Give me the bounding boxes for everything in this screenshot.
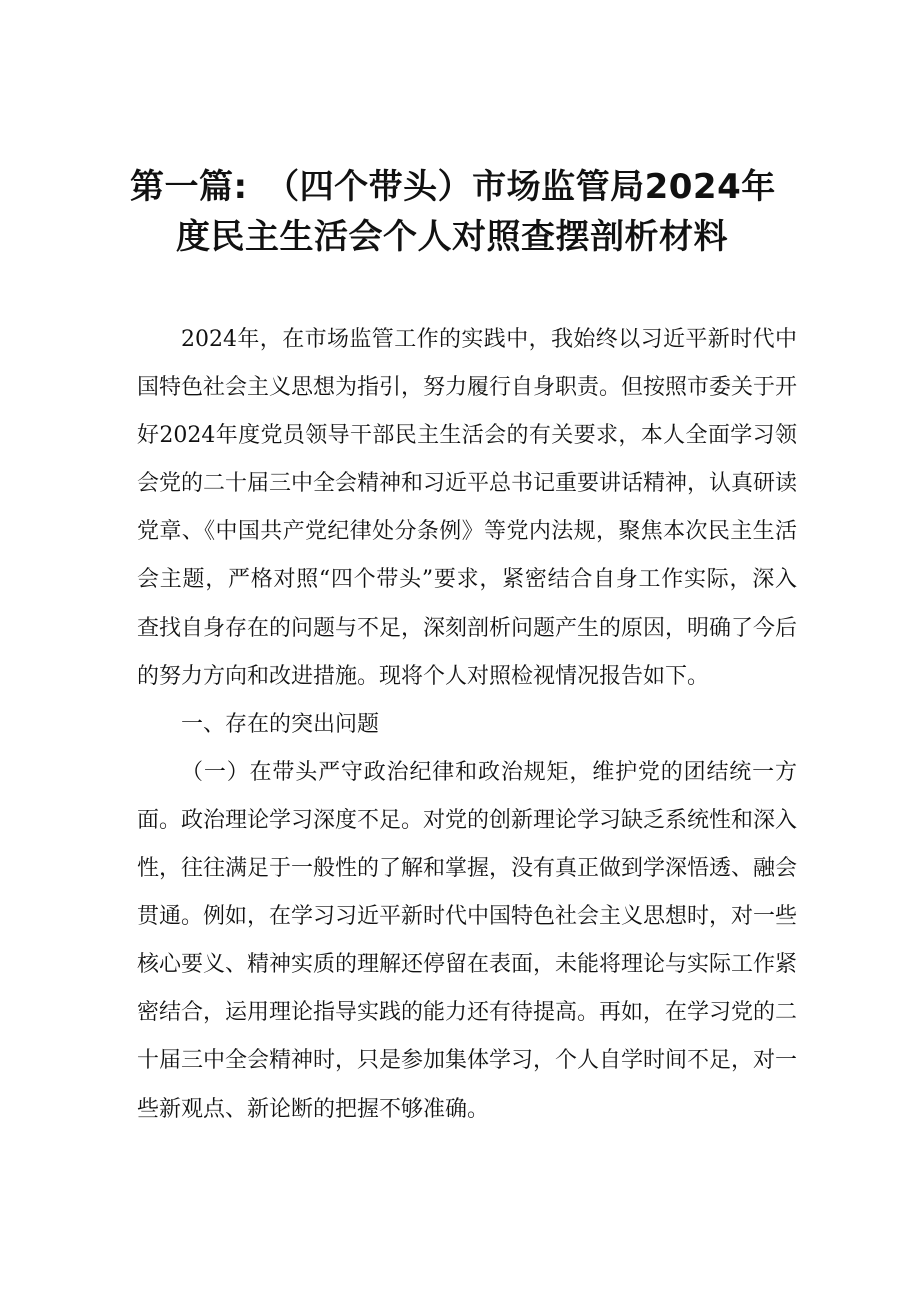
intro-paragraph: 2024年，在市场监管工作的实践中，我始终以习近平新时代中国特色社会主义思想为指引，努力履行自身职责。但按照市委关于开好2024年度党员领导干部民主生活会的有关要求，本人全面学习领会党的二十届三中全会精神和习近平总书记重要讲话精神，认真研读党章、《中国共产党纪律处分条例》等党内法规，聚焦本次民主生活会主题，严格对照“四个带头”要求，紧密结合自身工作实际，深入查找自身存在的问题与不足，深刻剖析问题产生的原因，明确了今后的努力方向和改进措施。现将个人对照检视情况报告如下。 <box>137 327 798 689</box>
title-line-2: 度民主生活会个人对照查摆剖析材料 <box>176 217 728 257</box>
document-body <box>137 316 797 1134</box>
section-heading: 一、存在的突出问题 <box>181 711 380 737</box>
document-title <box>130 162 810 262</box>
title-line-1: 第一篇: （四个带头）市场监管局2024年 <box>130 167 776 207</box>
section-paragraph: （一）在带头严守政治纪律和政治规矩，维护党的团结统一方面。政治理论学习深度不足。对党的创新理论学习缺乏系统性和深入性，往往满足于一般性的了解和掌握，没有真正做到学深悟透、融会贯通。例如，在学习习近平新时代中国特色社会主义思想时，对一些核心要义、精神实质的理解还停留在表面，未能将理论与实际工作紧密结合，运用理论指导实践的能力还有待提高。再如，在学习党的二十届三中全会精神时，只是参加集体学习，个人自学时间不足，对一些新观点、新论断的把握不够准确。 <box>137 759 798 1122</box>
